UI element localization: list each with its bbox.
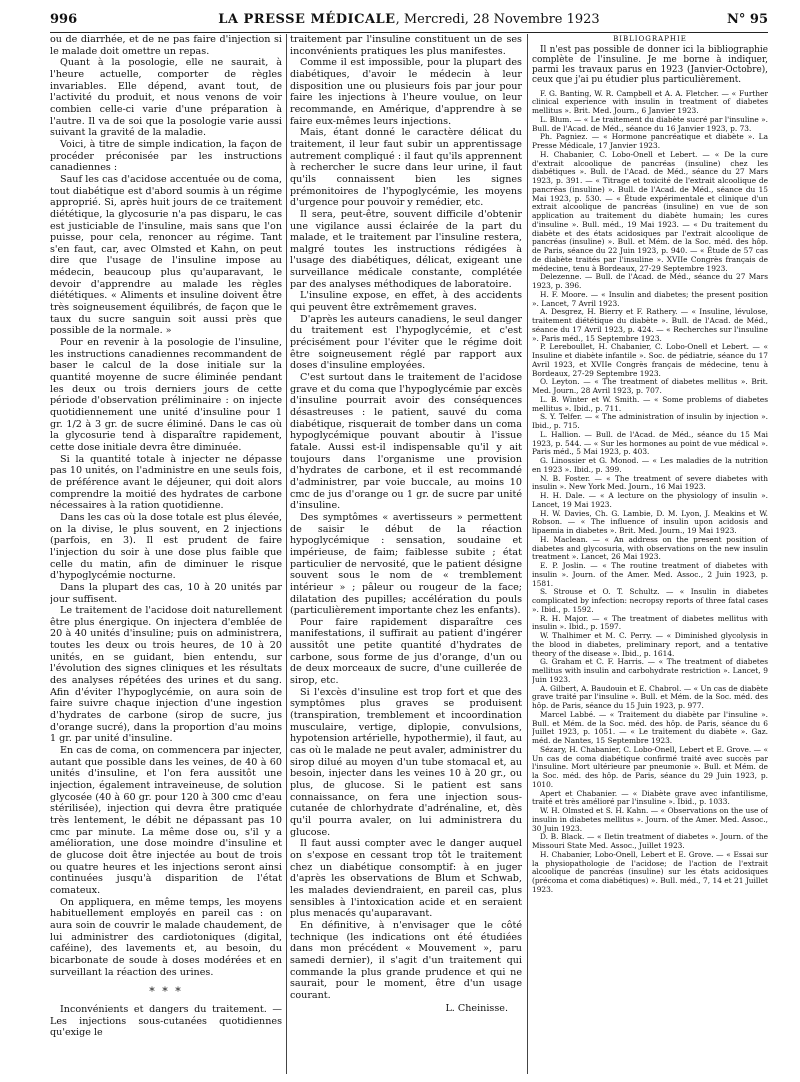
column-rule <box>527 34 528 1074</box>
journal-title-line <box>50 12 768 27</box>
reference-entry: H. H. Dale. — « A lecture on the physiology of insulin ». Lancet, 19 Mai 1923. <box>532 491 768 509</box>
bibliography-column <box>532 34 768 1074</box>
reference-entry: L. Hallion. — Bull. de l'Acad. de Méd., séance du 15 Mai 1923, p. 544. — « Sur les hormones au point de vue médical ». Paris méd., 5 Mai 1923, p. 403. <box>532 429 768 457</box>
reference-entry: H. W. Davies, Ch. G. Lambie, D. M. Lyon, J. Meakins et W. Robson. — « The influence of insulin upon acidosis and lipaemia in diabetes ». Brit. Med. Journ., 19 Mai 1923. <box>532 508 768 536</box>
reference-entry: S. Strouse et O. T. Schultz. — « Insulin in diabetes complicated by infection: necropsy reports of three fatal cases ». Ibid., p. 1592. <box>532 587 768 614</box>
reference-entry: N. B. Foster. — « The treatment of severe diabetes with insulin ». New York Med. Journ., 16 Mai 1923. <box>532 473 768 492</box>
paragraph: Si l'excès d'insuline est trop fort et que des symptômes plus graves se produisent (transpiration, tremblement et incoordination musculaire, vertige, diplopie, convulsions, hypotension artérielle, hypothermie), il faut, au cas où le malade ne peut avaler, administrer du sirop dilué au moyen d'un tube stomacal et, au besoin, injecter dans les veines 10 à 20 gr., ou plus, de glucose. Si le patient est sans connaissance, on fera une injection sous-cutanée de chlorhydrate d'adrénaline, et, dès qu'il pourra avaler, on lui administrera du glucose. <box>290 686 522 838</box>
reference-entry: S. Y. Telfer. — « The administration of insulin by injection ». Ibid., p. 715. <box>532 412 768 431</box>
column-1 <box>50 34 282 1074</box>
reference-entry: G. Linossier et G. Monod. — « Les maladies de la nutrition en 1923 ». Ibid., p. 399. <box>532 456 768 474</box>
reference-entry: E. P. Joslin. — « The routine treatment of diabetes with insulin ». Journ. of the Amer. Med. Assoc., 2 Juin 1923, p. 1581. <box>532 561 768 588</box>
section-heading-paragraph: Inconvénients et dangers du traitement. — Les injections sous-cutanées quotidiennes qu'exige le <box>50 1004 282 1039</box>
reference-entry: H. Chabanier, Lobo-Onell, Lebert et E. Grove. — « Essai sur la physiopathologie de l'acidose; de l'action de l'extrait alcoolique de pancréas (insuline) sur les états acidosiques (précoma et coma diabétiques) ». Bull. méd., 7, 14 et 21 Juillet 1923. <box>532 849 768 894</box>
paragraph: Dans les cas où la dose totale est plus élevée, on la divise, le plus souvent, en 2 injections (parfois, en 3). Il est prudent de faire l'injection du soir à une dose plus faible que celle du matin, afin de diminuer le risque d'hypoglycémie nocturne. <box>50 511 282 582</box>
reference-entry: L. Blum. — « Le traitement du diabète sucré par l'insuline ». Bull. de l'Acad. de Méd., séance du 16 Janvier 1923, p. 73. <box>532 114 768 133</box>
paragraph: Pour faire rapidement disparaître ces manifestations, il suffirait au patient d'ingérer aussitôt une petite quantité d'hydrates de carbone, sous forme de jus d'orange, d'un ou de deux morceaux de sucre, d'une cuillerée de sirop, etc. <box>290 616 522 687</box>
paragraph: ou de diarrhée, et de ne pas faire d'injection si le malade doit omettre un repas. <box>50 34 282 57</box>
paragraph: En définitive, à n'envisager que le côté technique (les indications ont été étudiées dans mon précédent « Mouvement », paru samedi dernier), il s'agit d'un traitement qui commande la plus grande prudence et qui ne saurait, pour le moment, être d'un usage courant. <box>290 919 522 1001</box>
paragraph: Voici, à titre de simple indication, la façon de procéder préconisée par les instructions canadiennes : <box>50 138 282 174</box>
paragraph: En cas de coma, on commencera par injecter, autant que possible dans les veines, de 40 à 60 unités d'insuline, et l'on fera aussitôt une injection, également intraveineuse, de solution glycosée (40 à 60 gr. pour 120 à 300 cmc d'eau stérilisée), injection qui devra être pratiquée très lentement, le débit ne dépassant pas 10 cmc par minute. La même dose ou, s'il y a amélioration, une dose moindre d'insuline et de glucose doit être injectée au bout de trois ou quatre heures et les injections seront ainsi continuées jusqu'à disparition de l'état comateux. <box>50 745 282 896</box>
paragraph: Dans la plupart des cas, 10 à 20 unités par jour suffisent. <box>50 581 282 605</box>
paragraph: Il sera, peut-être, souvent difficile d'obtenir une vigilance aussi éclairée de la part du malade, et le traitement par l'insuline restera, malgré toutes les instructions rédigées à l'usage des diabétiques, délicat, exigeant une surveillance médicale constante, complétée par des analyses méthodiques de laboratoire. <box>290 208 522 290</box>
paragraph: Sauf les cas d'acidose accentuée ou de coma, tout diabétique est d'abord soumis à un régime approprié. Si, après huit jours de ce traitement diététique, la glycosurie n'a pas disparu, le cas est justiciable de l'insuline, mais sans que l'on puisse, pour cela, renoncer au régime. Tant s'en faut, car, avec Olmsted et Kahn, on peut dire que l'usage de l'insuline impose au médecin, beaucoup plus qu'auparavant, le devoir d'apprendre au malade les règles diététiques. « Aliments et insuline doivent être très soigneusement équilibrés, de façon que le taux du sucre sanguin soit aussi près que possible de la normale. » <box>50 173 282 337</box>
reference-entry: Delezenne. — Bull. de l'Acad. de Méd., séance du 27 Mars 1923, p. 396. <box>532 272 768 291</box>
reference-entry: P. Lereboullet, H. Chabanier, C. Lobo-Onell et Lebert. — « Insuline et diabète infantile ». Soc. de pédiatrie, séance du 17 Avril 1923, et XVIIe Congrès français de médecine, tenu à Bordeaux, 27-29 Septembre 1923. <box>532 342 768 378</box>
paragraph: Si la quantité totale à injecter ne dépasse pas 10 unités, on l'administre en une seuls fois, de préférence avant le déjeuner, qui doit alors comprendre la moitié des hydrates de carbone nécessaires à la ration quotidienne. <box>50 453 282 512</box>
reference-entry: Marcel Labbé. — « Traitement du diabète par l'insuline ». Bull. et Mém. de la Soc. méd. des hôp. de Paris, séance du 6 Juillet 1923, p. 1051. — « Le traitement du diabète ». Gaz. méd. de Nantes, 15 Septembre 1923. <box>532 709 768 746</box>
column-2 <box>290 34 522 1074</box>
article-columns <box>50 34 768 1074</box>
journal-title: LA PRESSE MÉDICALE <box>218 12 396 27</box>
paragraph: C'est surtout dans le traitement de l'acidose grave et du coma que l'hypoglycémie par excès d'insuline pourrait avoir des conséquences désastreuses : le patient, sauvé du coma diabétique, risquerait de tomber dans un coma hypoglycémique pouvant aboutir à l'issue fatale. Aussi est-il indispensable qu'il y ait toujours dans l'organisme une provision d'hydrates de carbone, et il est recommandé d'administrer, par voie buccale, au moins 10 cmc de jus d'orange ou 1 gr. de sucre par unité d'insuline. <box>290 372 522 512</box>
paragraph: L'insuline expose, en effet, à des accidents qui peuvent être extrêmement graves. <box>290 290 522 314</box>
paragraph: Il faut aussi compter avec le danger auquel on s'expose en cessant trop tôt le traitement chez un diabétique consomptif: à en juger d'après les observations de Blum et Schwab, les malades deviendraient, en pareil cas, plus sensibles à l'intoxication acide et en seraient plus menacés qu'auparavant. <box>290 838 522 920</box>
reference-entry: H. F. Moore. — « Insulin and diabetes; the present position ». Lancet, 7 Avril 1923. <box>532 289 768 308</box>
paragraph: Des symptômes « avertisseurs » permettent de saisir le début de la réaction hypoglycémique : sensation, soudaine et impérieuse, de faim; faiblesse subite ; état particulier de nervosité, que le patient désigne souvent sous le nom de « tremblement intérieur » ; pâleur ou rougeur de la face; dilatation des pupilles; accélération du pouls (particulièrement importante chez les enfants). <box>290 511 522 617</box>
reference-entry: W. Thalhimer et M. C. Perry. — « Diminished glycolysis in the blood in diabetes, preliminary report, and a tentative theory of the disease ». Ibid., p. 1614. <box>532 631 768 658</box>
bibliography-intro: Il n'est pas possible de donner ici la bibliographie complète de l'insuline. Je me borne à indiquer, parmi les travaux parus en 1923 (Janvier-Octobre), ceux que j'ai pu étudier plus particulièrement. <box>532 45 768 85</box>
paragraph: Quant à la posologie, elle ne saurait, à l'heure actuelle, comporter de règles invariables. Elle dépend, avant tout, de l'activité du produit, et nous venons de voir combien celle-ci varie d'une préparation à l'autre. Il va de soi que la posologie varie aussi suivant la gravité de la maladie. <box>50 57 282 139</box>
reference-entry: H. Chabanier, C. Lobo-Onell et Lebert. — « De la cure d'extrait alcoolique de pancréas (insuline) chez les diabétiques ». Bull. de l'Acad. de Méd., séance du 27 Mars 1923, p. 391. — « Titrage et toxicité de l'extrait alcoolique de pancréas (insuline) ». Bull. de l'Acad. de Méd., séance du 15 Mai 1923, p. 530. — « Étude expérimentale et clinique d'un extrait alcoolique de pancréas (insuline) en vue de son application au traitement du diabète humain; les cures d'insuline ». Bull. méd., 19 Mai 1923. — « Du traitement du diabète et des états acidosiques par l'extrait alcoolique de pancréas (insuline) ». Bull. et Mém. de la Soc. méd. des hôp. de Paris, séance du 22 Juin 1923, p. 940. — « Étude de 57 cas de diabète traités par l'insuline ». XVIIe Congrès français de médecine, tenu à Bordeaux, 27-29 Septembre 1923. <box>532 149 768 273</box>
column-rule <box>286 34 287 1074</box>
reference-entry: O. Leyton. — « The treatment of diabetes mellitus ». Brit. Med. Journ., 28 Avril 1923, p. 707. <box>532 377 768 396</box>
bibliography-heading: BIBLIOGRAPHIE <box>613 35 687 43</box>
page-number: 996 <box>50 12 78 27</box>
paragraph: Pour en revenir à la posologie de l'insuline, les instructions canadiennes recommandent de baser le calcul de la dose initiale sur la quantité moyenne de sucre éliminée pendant les deux ou trois derniers jours de cette période d'observation préliminaire : on injecte quotidiennement une unité d'insuline pour 1 gr. 1/2 à 3 gr. de sucre éliminé. Dans le cas où la glycosurie tend à disparaître rapidement, cette dose initiale devra être diminuée. <box>50 337 282 453</box>
paragraph: On appliquera, en même temps, les moyens habituellement employés en pareil cas : on aura soin de couvrir le malade chaudement, de lui administrer des cardiotoniques (digital, caféine), des lavements et, au besoin, du bicarbonate de soude à doses modérées et en surveillant la réaction des urines. <box>50 896 282 978</box>
reference-entry: L. B. Winter et W. Smith. — « Some problems of diabetes mellitus ». Ibid., p. 711. <box>532 394 768 413</box>
paragraph: traitement par l'insuline constituent un de ses inconvénients pratiques les plus manifestes. <box>290 34 522 57</box>
reference-entry: R. H. Major. — « The treatment of diabetes mellitus with insulin ». Ibid., p. 1597. <box>532 613 768 632</box>
paragraph: D'après les auteurs canadiens, le seul danger du traitement est l'hypoglycémie, et c'est précisément pour l'éviter que le régime doit être soigneusement réglé par rapport aux doses d'insuline employées. <box>290 313 522 372</box>
paragraph: Le traitement de l'acidose doit naturellement être plus énergique. On injectera d'emblée de 20 à 40 unités d'insuline; puis on administrera, toutes les deux ou trois heures, de 10 à 20 unités, en se guidant, bien entendu, sur l'évolution des signes cliniques et les résultats des analyses répétées des urines et du sang. Afin d'éviter l'hypoglycémie, on aura soin de faire suivre chaque injection d'une ingestion d'hydrates de carbone (sirop de sucre, jus d'orange sucré), dans la proportion d'au moins 1 gr. par unité d'insuline. <box>50 605 282 745</box>
reference-entry: Sézary, H. Chabanier, C. Lobo-Onell, Lebert et E. Grove. — « Un cas de coma diabétique confirmé traité avec succès par l'insuline. Mort ultérieure par pneumonie ». Bull. et Mém. de la Soc. méd. des hôp. de Paris, séance du 29 Juin 1923, p. 1010. <box>532 744 768 789</box>
reference-entry: A. Gilbert, A. Baudouin et E. Chabrol. — « Un cas de diabète grave traité par l'insuline ». Bull. et Mém. de la Soc. méd. des hôp. de Paris, séance du 15 Juin 1923, p. 977. <box>532 683 768 711</box>
reference-entry: D. B. Black. — « Iletin treatment of diabetes ». Journ. of the Missouri State Med. Assoc., Juillet 1923. <box>532 832 768 851</box>
reference-entry: F. G. Banting, W. R. Campbell et A. A. Fletcher. — « Further clinical experience with insulin in treatment of diabetes mellitus ». Brit. Med. Journ., 6 Janvier 1923. <box>532 88 768 116</box>
reference-entry: Apert et Chabanier. — « Diabète grave avec infantilisme, traité et très amélioré par l'insuline ». Ibid., p. 1033. <box>532 788 768 807</box>
paragraph: Comme il est impossible, pour la plupart des diabétiques, d'avoir le médecin à leur disposition une ou plusieurs fois par jour pour faire les injections à l'heure voulue, on leur recommande, en Amérique, d'apprendre à se faire eux-mêmes leurs injections. <box>290 57 522 127</box>
reference-list <box>532 90 768 895</box>
reference-entry: G. Graham et C. F. Harris. — « The treatment of diabetes mellitus with insulin and carbohydrate restriction ». Lancet, 9 Juin 1923. <box>532 657 768 684</box>
reference-entry: A. Desgrez, H. Bierry et F. Rathery. — « Insuline, lévulose, traitement diététique du diabète ». Bull. de l'Acad. de Méd., séance du 17 Avril 1923, p. 424. — « Recherches sur l'insuline ». Paris méd., 15 Septembre 1923. <box>532 307 768 343</box>
paragraph: Mais, étant donné le caractère délicat du traitement, il leur faut subir un apprentissage autrement compliqué : il faut qu'ils apprennent à rechercher le sucre dans leur urine, il faut qu'ils connaissent bien les signes prémonitoires de l'hypoglycémie, les moyens d'urgence pour pouvoir y remédier, etc. <box>290 127 522 209</box>
issue-number: N° 95 <box>727 12 768 27</box>
section-divider: * * * <box>149 985 183 999</box>
author-signature: L. Cheinisse. <box>445 1003 508 1015</box>
page-header <box>50 12 768 33</box>
reference-entry: W. H. Olmsted et S. H. Kahn. — « Observations on the use of insulin in diabetes mellitus ». Journ. of the Amer. Med. Assoc., 30 Juin 1923. <box>532 806 768 833</box>
reference-entry: H. Maclean. — « An address on the present position of diabetes and glycosuria, with observations on the new insulin treatment ». Lancet, 26 Mai 1923. <box>532 534 768 562</box>
reference-entry: Ph. Pagniez. — « Hormone pancréatique et diabète ». La Presse Médicale, 17 Janvier 1923. <box>532 132 768 151</box>
issue-date: , Mercredi, 28 Novembre 1923 <box>395 12 600 27</box>
